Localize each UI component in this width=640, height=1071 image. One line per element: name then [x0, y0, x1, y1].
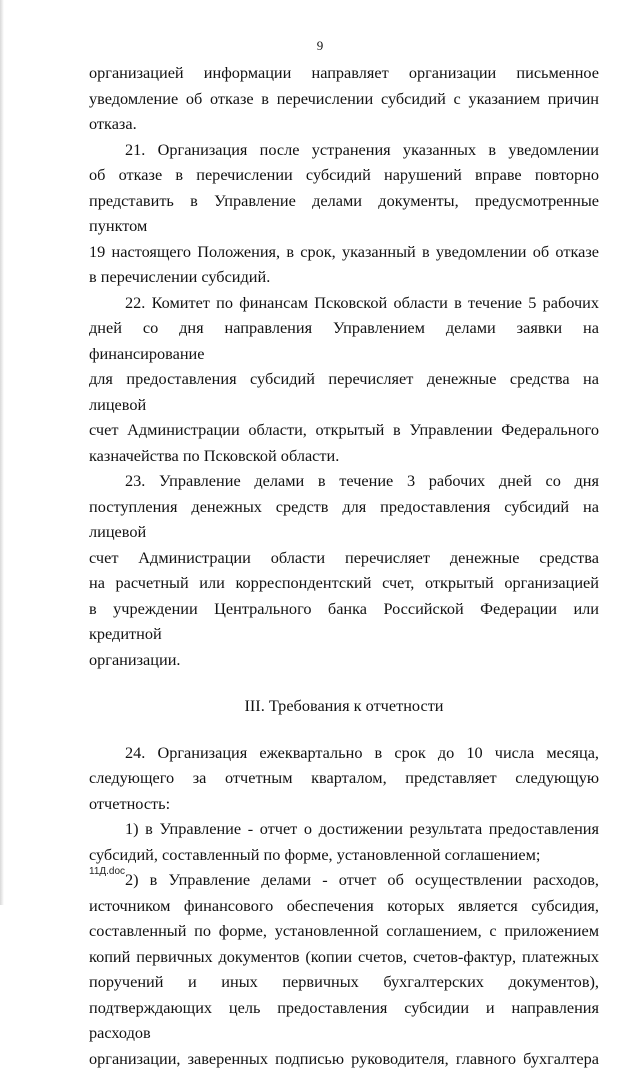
text-line: поручений и иных первичных бухгалтерских документов),	[89, 969, 599, 995]
file-name-footer: 11Д.doc	[89, 866, 125, 877]
text-line: копий первичных документов (копии счетов, счетов-фактур, платежных	[89, 944, 599, 970]
text-line: на расчетный или корреспондентский счет, открытый организацией	[89, 570, 599, 596]
paragraph-22-start: 22. Комитет по финансам Псковской области в течение 5 рабочих	[89, 290, 599, 316]
section-heading: III. Требования к отчетности	[89, 693, 599, 719]
text-line: счет Администрации области, открытый в Управлении Федерального	[89, 417, 599, 443]
text-line: об отказе в перечислении субсидий нарушений вправе повторно	[89, 162, 599, 188]
text-line: подтверждающих цель предоставления субсидии и направления расходов	[89, 995, 599, 1046]
text-line: отказа.	[89, 111, 599, 137]
text-line: источником финансового обеспечения которых является субсидия,	[89, 893, 599, 919]
paragraph-23-start: 23. Управление делами в течение 3 рабочих дней со дня	[89, 468, 599, 494]
text-line: уведомление об отказе в перечислении субсидий с указанием причин	[89, 86, 599, 112]
page-number: 9	[0, 38, 640, 54]
text-line: субсидий, составленный по форме, установленной соглашением;	[89, 842, 599, 868]
list-item-2-start: 2) в Управление делами - отчет об осуществлении расходов,	[89, 867, 599, 893]
text-line: 19 настоящего Положения, в срок, указанный в уведомлении об отказе	[89, 239, 599, 265]
text-line: дней со дня направления Управлением делами заявки на финансирование	[89, 315, 599, 366]
text-line: для предоставления субсидий перечисляет денежные средства на лицевой	[89, 366, 599, 417]
text-line: в учреждении Центрального банка Российской Федерации или кредитной	[89, 596, 599, 647]
text-line: отчетность:	[89, 791, 599, 817]
text-line: представить в Управление делами документы, предусмотренные пунктом	[89, 188, 599, 239]
document-body	[89, 60, 599, 1071]
text-line: поступления денежных средств для предоставления субсидий на лицевой	[89, 494, 599, 545]
list-item-1-start: 1) в Управление - отчет о достижении результата предоставления	[89, 816, 599, 842]
text-line: казначейства по Псковской области.	[89, 443, 599, 469]
text-line: счет Администрации области перечисляет денежные средства	[89, 545, 599, 571]
paragraph-24-start: 24. Организация ежеквартально в срок до 10 числа месяца,	[89, 740, 599, 766]
text-line: в перечислении субсидий.	[89, 264, 599, 290]
page-edge	[0, 0, 4, 905]
text-line: составленный по форме, установленной соглашением, с приложением	[89, 918, 599, 944]
text-line: организации.	[89, 647, 599, 673]
paragraph-21-start: 21. Организация после устранения указанных в уведомлении	[89, 137, 599, 163]
text-line: организацией информации направляет организации письменное	[89, 60, 599, 86]
text-line: организации, заверенных подписью руководителя, главного бухгалтера	[89, 1046, 599, 1071]
text-line: следующего за отчетным кварталом, представляет следующую	[89, 765, 599, 791]
